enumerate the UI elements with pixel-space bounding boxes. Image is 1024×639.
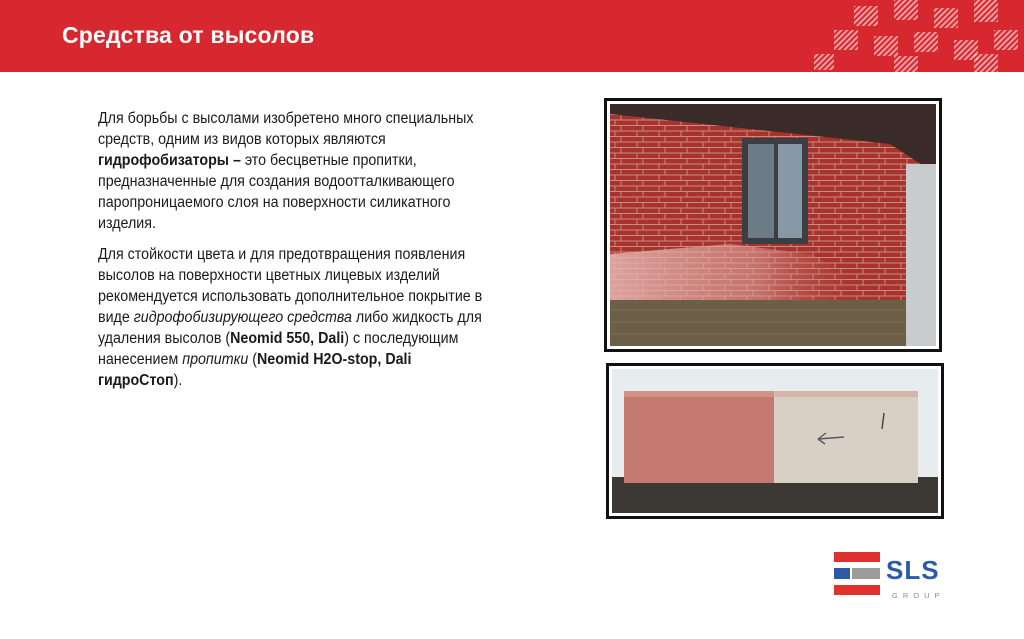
logo-subtitle: GROUP: [892, 591, 945, 600]
p2-text-d: (: [248, 351, 257, 368]
page-title: Средства от высолов: [62, 22, 315, 48]
logo-name: SLS: [886, 555, 940, 585]
header-bar: [0, 0, 1024, 72]
p2-text-e: ).: [173, 372, 183, 389]
p2-bold-a: Neomid 550, Dali: [230, 330, 345, 347]
p2-text-a: Для стойкости цвета и для предотвращения появления высолов на поверхности цветных лицевых изделий рекомендуется использовать дополнительное покрытие в виде: [98, 246, 483, 326]
house-image: [610, 104, 936, 346]
p1-bold-term: гидрофобизаторы –: [98, 152, 241, 169]
brick-image: [612, 369, 938, 513]
p2-text-b: либо жидкость для удаления высолов (: [98, 309, 482, 347]
p2-bold-b: Neomid H2O-stop, Dali гидроСтоп: [98, 351, 412, 389]
p1-text-b: это бесцветные пропитки, предназначенные для создания водоотталкивающего паропроницаемого слоя на поверхности силикатного изделия.: [98, 152, 455, 232]
p2-italic-a: гидрофобизирующего средства: [133, 309, 352, 326]
sls-group-logo: [834, 552, 974, 604]
p2-text-c: ) с последующим нанесением: [98, 330, 459, 368]
house-photo: [604, 98, 942, 352]
paragraph-1: [98, 108, 495, 234]
p1-text-a: Для борьбы с высолами изобретено много специальных средств, одним из видов которых являются: [98, 110, 474, 148]
sls-logo-icon: [834, 552, 974, 604]
body-text: [98, 108, 495, 401]
brick-photo: [606, 363, 944, 519]
paragraph-2: [98, 244, 495, 391]
p2-italic-b: пропитки: [182, 351, 249, 368]
header-pattern: [644, 0, 1024, 72]
